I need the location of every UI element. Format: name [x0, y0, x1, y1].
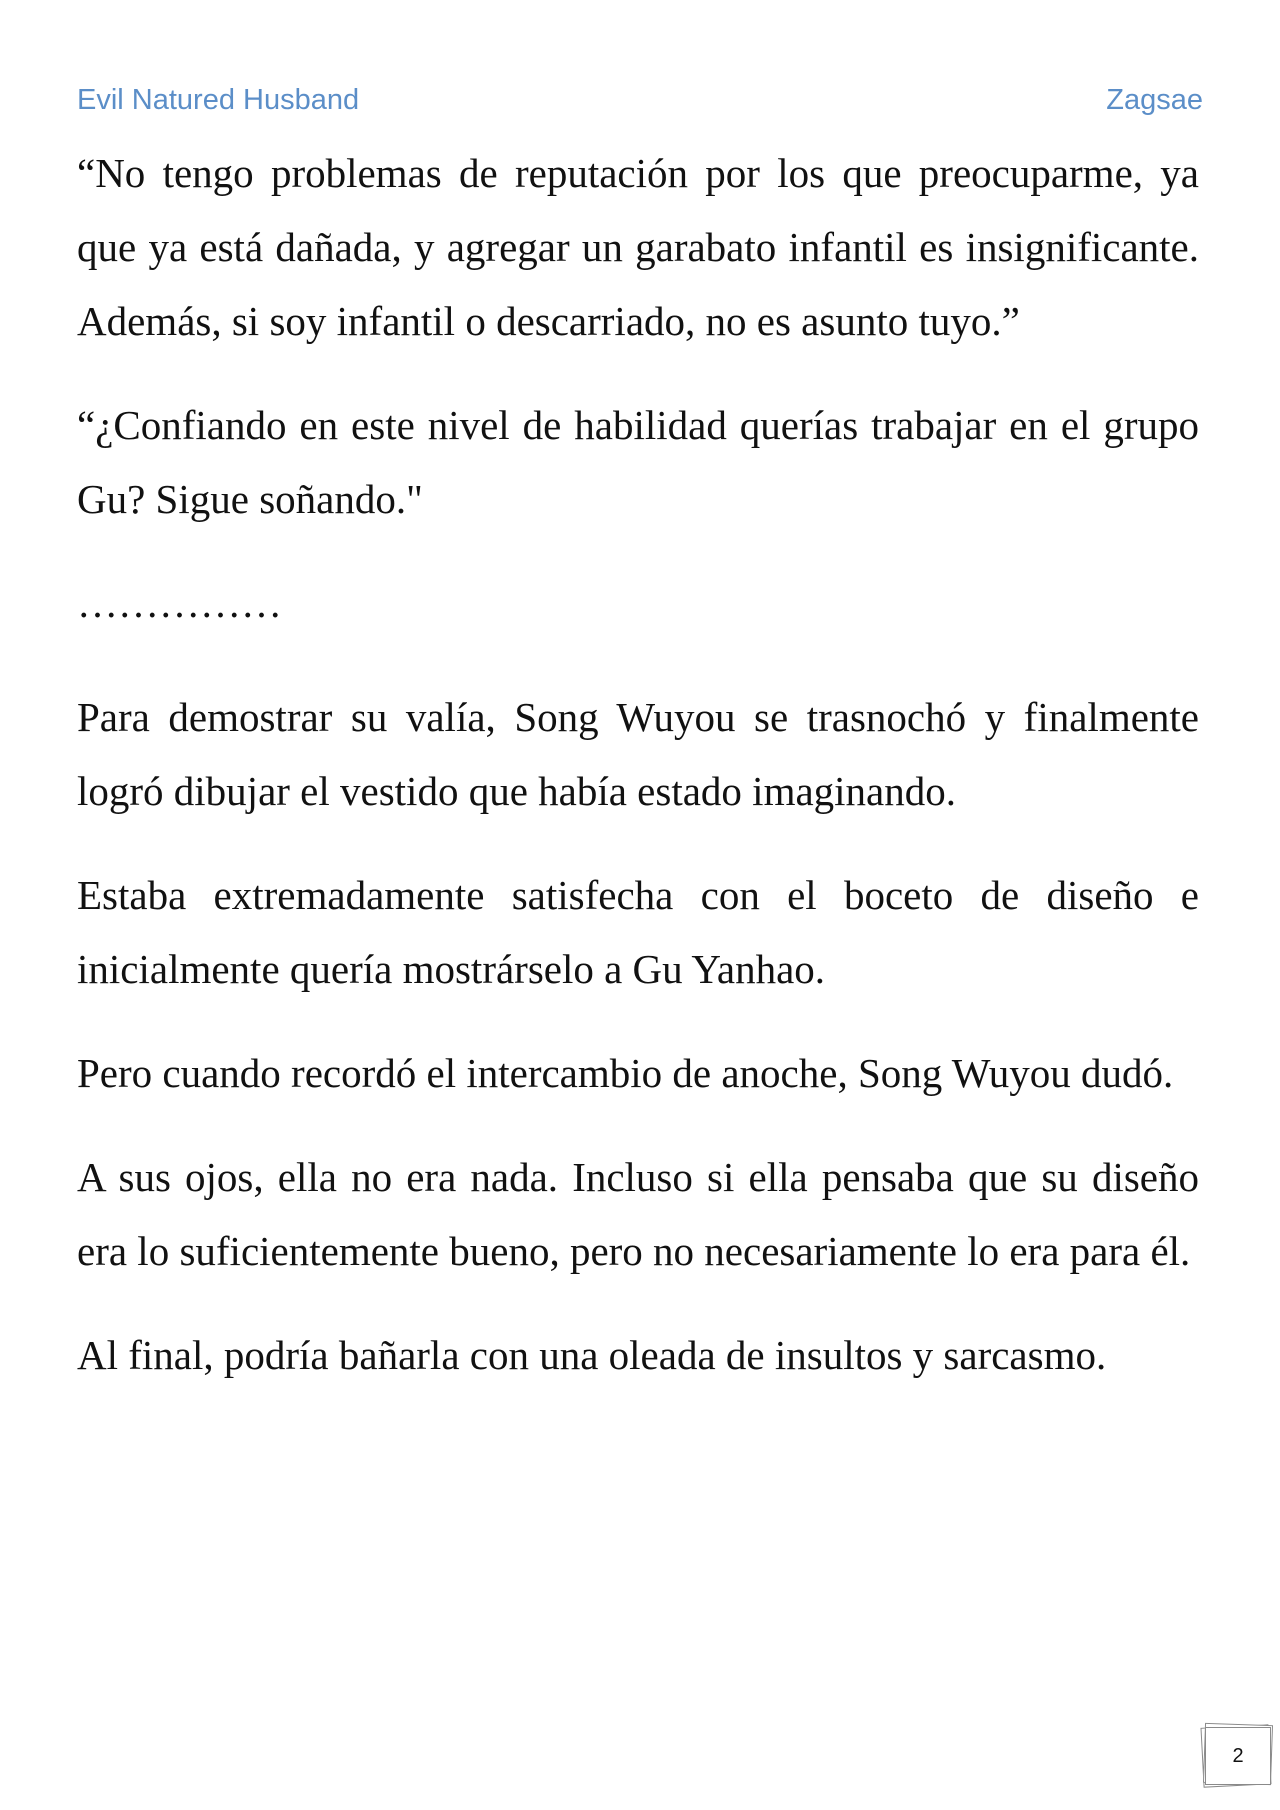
paragraph: Para demostrar su valía, Song Wuyou se trasnochó y finalmente logró dibujar el vestido que había estado imaginando.	[77, 694, 1199, 814]
paragraph: A sus ojos, ella no era nada. Incluso si ella pensaba que su diseño era lo suficientemente bueno, pero no necesariamente lo era para él.	[77, 1154, 1199, 1274]
paragraph: Estaba extremadamente satisfecha con el boceto de diseño e inicialmente quería mostrárselo a Gu Yanhao.	[77, 872, 1199, 992]
page-header	[77, 78, 1203, 122]
page-body	[77, 136, 1199, 1422]
page-number-badge	[1200, 1722, 1276, 1788]
paragraph: “No tengo problemas de reputación por los que preocuparme, ya que ya está dañada, y agregar un garabato infantil es insignificante. Además, si soy infantil o descarriado, no es asunto tuyo.”	[77, 150, 1199, 344]
header-translator-name: Zagsae	[1106, 83, 1203, 116]
header-book-title: Evil Natured Husband	[77, 83, 360, 116]
paragraph: Pero cuando recordó el intercambio de anoche, Song Wuyou dudó.	[77, 1050, 1174, 1096]
scene-separator: ……………	[77, 580, 282, 626]
page-number: 2	[1205, 1727, 1271, 1785]
paragraph: Al final, podría bañarla con una oleada de insultos y sarcasmo.	[77, 1332, 1107, 1378]
paragraph: “¿Confiando en este nivel de habilidad querías trabajar en el grupo Gu? Sigue soñando."	[77, 402, 1199, 522]
